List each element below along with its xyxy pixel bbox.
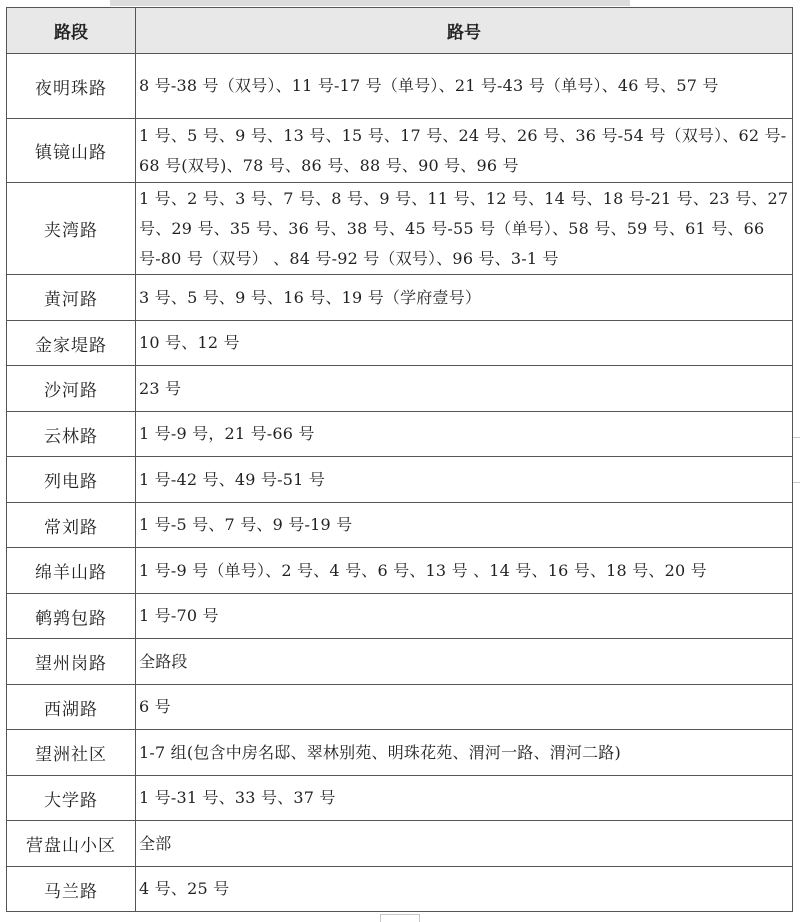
- bottom-edge-mark: [380, 914, 420, 922]
- road-number-cell: 1 号-42 号、49 号-51 号: [136, 457, 793, 503]
- road-number-cell: 3 号、5 号、9 号、16 号、19 号（学府壹号）: [136, 275, 793, 321]
- road-number-cell: 1 号-70 号: [136, 594, 793, 639]
- right-edge-mark: [792, 437, 800, 438]
- road-number-cell: 1 号-31 号、33 号、37 号: [136, 776, 793, 821]
- road-number-cell: 10 号、12 号: [136, 321, 793, 366]
- table-row: [7, 275, 793, 321]
- road-number-cell: 6 号: [136, 685, 793, 730]
- column-header-road-number: 路号: [136, 8, 793, 54]
- road-number-cell: 23 号: [136, 366, 793, 412]
- road-name-cell: 马兰路: [7, 867, 136, 912]
- table-row: [7, 639, 793, 685]
- table-row: [7, 594, 793, 639]
- road-name-cell: 夜明珠路: [7, 54, 136, 119]
- road-number-cell: 1 号-9 号（单号）、2 号、4 号、6 号、13 号 、14 号、16 号、18 号、20 号: [136, 548, 793, 594]
- table-row: [7, 412, 793, 457]
- table-row: [7, 54, 793, 119]
- table-row: [7, 457, 793, 503]
- road-name-cell: 夹湾路: [7, 183, 136, 275]
- table-row: [7, 867, 793, 912]
- road-number-cell: 1-7 组(包含中房名邸、翠林别苑、明珠花苑、渭河一路、渭河二路): [136, 730, 793, 776]
- table-row: [7, 730, 793, 776]
- table-row: [7, 685, 793, 730]
- road-number-table: [6, 7, 793, 912]
- road-name-cell: 大学路: [7, 776, 136, 821]
- column-header-road-section: 路段: [7, 8, 136, 54]
- road-name-cell: 金家堤路: [7, 321, 136, 366]
- road-name-cell: 常刘路: [7, 503, 136, 548]
- table-row: [7, 821, 793, 867]
- road-number-cell: 4 号、25 号: [136, 867, 793, 912]
- road-name-cell: 黄河路: [7, 275, 136, 321]
- table-row: [7, 183, 793, 275]
- road-number-cell: 1 号、2 号、3 号、7 号、8 号、9 号、11 号、12 号、14 号、18 号-21 号、23 号、27 号、29 号、35 号、36 号、38 号、45 号-55 号（单号）、58 号、59 号、61 号、66 号-80 号（双号） 、84 号-92 号（双号）、96 号、3-1 号: [136, 183, 793, 275]
- header-row: [7, 8, 793, 54]
- table-row: [7, 366, 793, 412]
- table-row: [7, 119, 793, 183]
- top-edge-strip: [110, 0, 630, 6]
- table-row: [7, 548, 793, 594]
- road-number-cell: 全部: [136, 821, 793, 867]
- table-row: [7, 776, 793, 821]
- road-name-cell: 营盘山小区: [7, 821, 136, 867]
- road-name-cell: 云林路: [7, 412, 136, 457]
- road-number-cell: 1 号-9 号，21 号-66 号: [136, 412, 793, 457]
- table-row: [7, 503, 793, 548]
- road-name-cell: 镇镜山路: [7, 119, 136, 183]
- road-name-cell: 绵羊山路: [7, 548, 136, 594]
- road-name-cell: 望洲社区: [7, 730, 136, 776]
- road-number-cell: 1 号-5 号、7 号、9 号-19 号: [136, 503, 793, 548]
- road-number-cell: 全路段: [136, 639, 793, 685]
- road-name-cell: 沙河路: [7, 366, 136, 412]
- road-name-cell: 鹌鹑包路: [7, 594, 136, 639]
- road-name-cell: 西湖路: [7, 685, 136, 730]
- road-name-cell: 列电路: [7, 457, 136, 503]
- right-edge-mark: [792, 482, 800, 483]
- road-number-cell: 1 号、5 号、9 号、13 号、15 号、17 号、24 号、26 号、36 号-54 号（双号）、62 号-68 号(双号)、78 号、86 号、88 号、90 号、96 号: [136, 119, 793, 183]
- road-name-cell: 望州岗路: [7, 639, 136, 685]
- table-row: [7, 321, 793, 366]
- road-number-cell: 8 号-38 号（双号）、11 号-17 号（单号）、21 号-43 号（单号）、46 号、57 号: [136, 54, 793, 119]
